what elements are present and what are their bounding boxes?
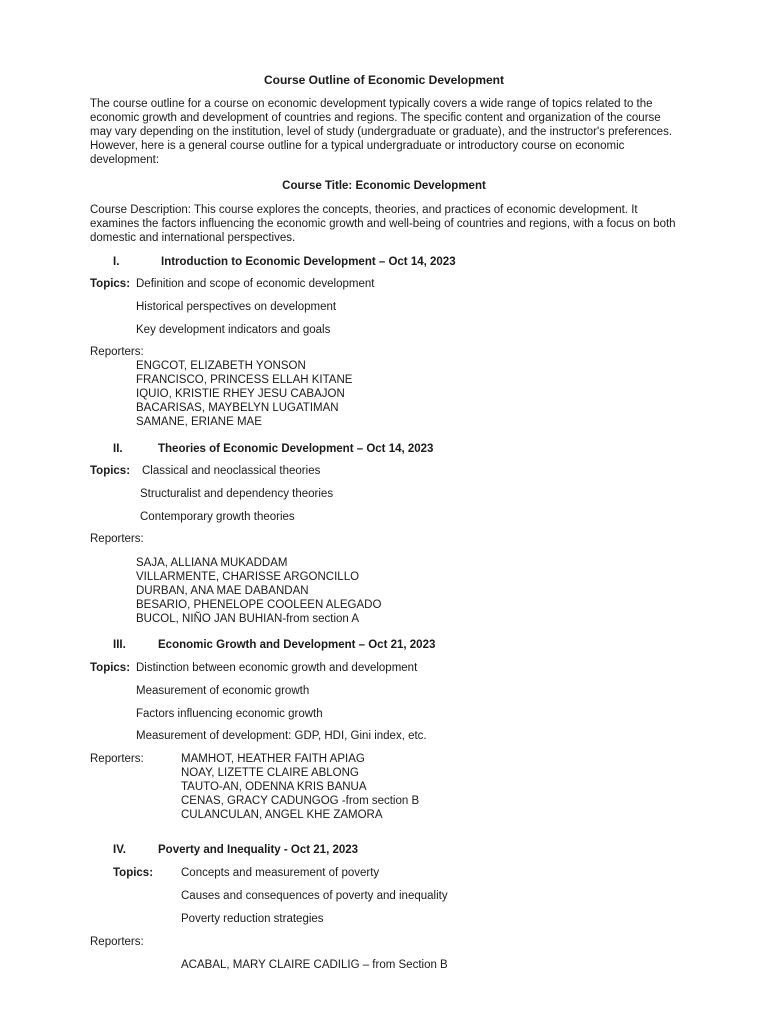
reporter-name: SAMANE, ERIANE MAE <box>136 416 262 428</box>
topics-label: Topics: <box>113 867 154 879</box>
reporter-name: VILLARMENTE, CHARISSE ARGONCILLO <box>136 571 360 583</box>
topic-item: Poverty reduction strategies <box>181 913 324 925</box>
reporter-name: MAMHOT, HEATHER FAITH APIAG <box>181 753 365 765</box>
topic-item: Distinction between economic growth and development <box>136 662 418 674</box>
reporters-label: Reporters: <box>90 346 144 358</box>
section-heading: Introduction to Economic Development – Oct 14, 2023 <box>161 256 456 268</box>
topic-item: Classical and neoclassical theories <box>142 465 321 477</box>
section-heading: Economic Growth and Development – Oct 21, 2023 <box>158 639 436 651</box>
reporter-name: TAUTO-AN, ODENNA KRIS BANUA <box>181 781 367 793</box>
topic-item: Measurement of development: GDP, HDI, Gini index, etc. <box>136 730 427 742</box>
reporters-label: Reporters: <box>90 533 144 545</box>
reporter-name: SAJA, ALLIANA MUKADDAM <box>136 557 288 569</box>
section-numeral: III. <box>113 639 126 651</box>
section-heading: Theories of Economic Development – Oct 14, 2023 <box>158 443 434 455</box>
reporter-name: DURBAN, ANA MAE DABANDAN <box>136 585 309 597</box>
reporter-name: ACABAL, MARY CLAIRE CADILIG – from Section B <box>181 959 448 971</box>
course-description: Course Description: This course explores the concepts, theories, and practices of economic development. It examines the factors influencing the economic growth and well-being of countries and regions, with a focus on both domestic and international perspectives. <box>90 204 676 244</box>
topic-item: Key development indicators and goals <box>136 324 331 336</box>
topics-label: Topics: <box>90 278 131 290</box>
reporter-name: ENGCOT, ELIZABETH YONSON <box>136 360 306 372</box>
topic-item: Measurement of economic growth <box>136 685 310 697</box>
reporters-label: Reporters: <box>90 753 144 765</box>
document-title: Course Outline of Economic Development <box>263 73 505 87</box>
course-title: Course Title: Economic Development <box>282 180 486 192</box>
topics-label: Topics: <box>90 662 131 674</box>
topic-item: Concepts and measurement of poverty <box>181 867 380 879</box>
reporter-name: CENAS, GRACY CADUNGOG -from section B <box>181 795 420 807</box>
section-numeral: II. <box>113 443 123 455</box>
topic-item: Definition and scope of economic development <box>136 278 375 290</box>
reporter-name: FRANCISCO, PRINCESS ELLAH KITANE <box>136 374 353 386</box>
reporter-list <box>136 556 381 626</box>
reporter-name: CULANCULAN, ANGEL KHE ZAMORA <box>181 809 383 821</box>
topic-item: Structuralist and dependency theories <box>140 488 334 500</box>
topic-item: Factors influencing economic growth <box>136 708 323 720</box>
reporter-list <box>181 958 448 972</box>
topics-label: Topics: <box>90 465 131 477</box>
reporter-name: IQUIO, KRISTIE RHEY JESU CABAJON <box>136 388 345 400</box>
reporter-name: BUCOL, NIÑO JAN BUHIAN-from section A <box>136 613 360 625</box>
reporter-name: BACARISAS, MAYBELYN LUGATIMAN <box>136 402 339 414</box>
section-numeral: IV. <box>113 844 127 856</box>
section-numeral: I. <box>113 256 120 268</box>
reporter-name: NOAY, LIZETTE CLAIRE ABLONG <box>181 767 359 779</box>
intro-paragraph: The course outline for a course on economic development typically covers a wide range of topics related to the economic growth and development of countries and regions. The specific content and organization of the course may vary depending on the institution, level of study (undergraduate or graduate), and the instructor's preferences. However, here is a general course outline for a typical undergraduate or introductory course on economic development: <box>90 98 673 166</box>
reporters-label: Reporters: <box>90 936 144 948</box>
topic-item: Contemporary growth theories <box>140 511 295 523</box>
section-heading: Poverty and Inequality - Oct 21, 2023 <box>158 844 359 856</box>
reporter-list <box>136 359 352 429</box>
reporter-list <box>181 752 419 822</box>
topic-item: Causes and consequences of poverty and inequality <box>181 890 448 902</box>
reporter-name: BESARIO, PHENELOPE COOLEEN ALEGADO <box>136 599 382 611</box>
topic-item: Historical perspectives on development <box>136 301 337 313</box>
